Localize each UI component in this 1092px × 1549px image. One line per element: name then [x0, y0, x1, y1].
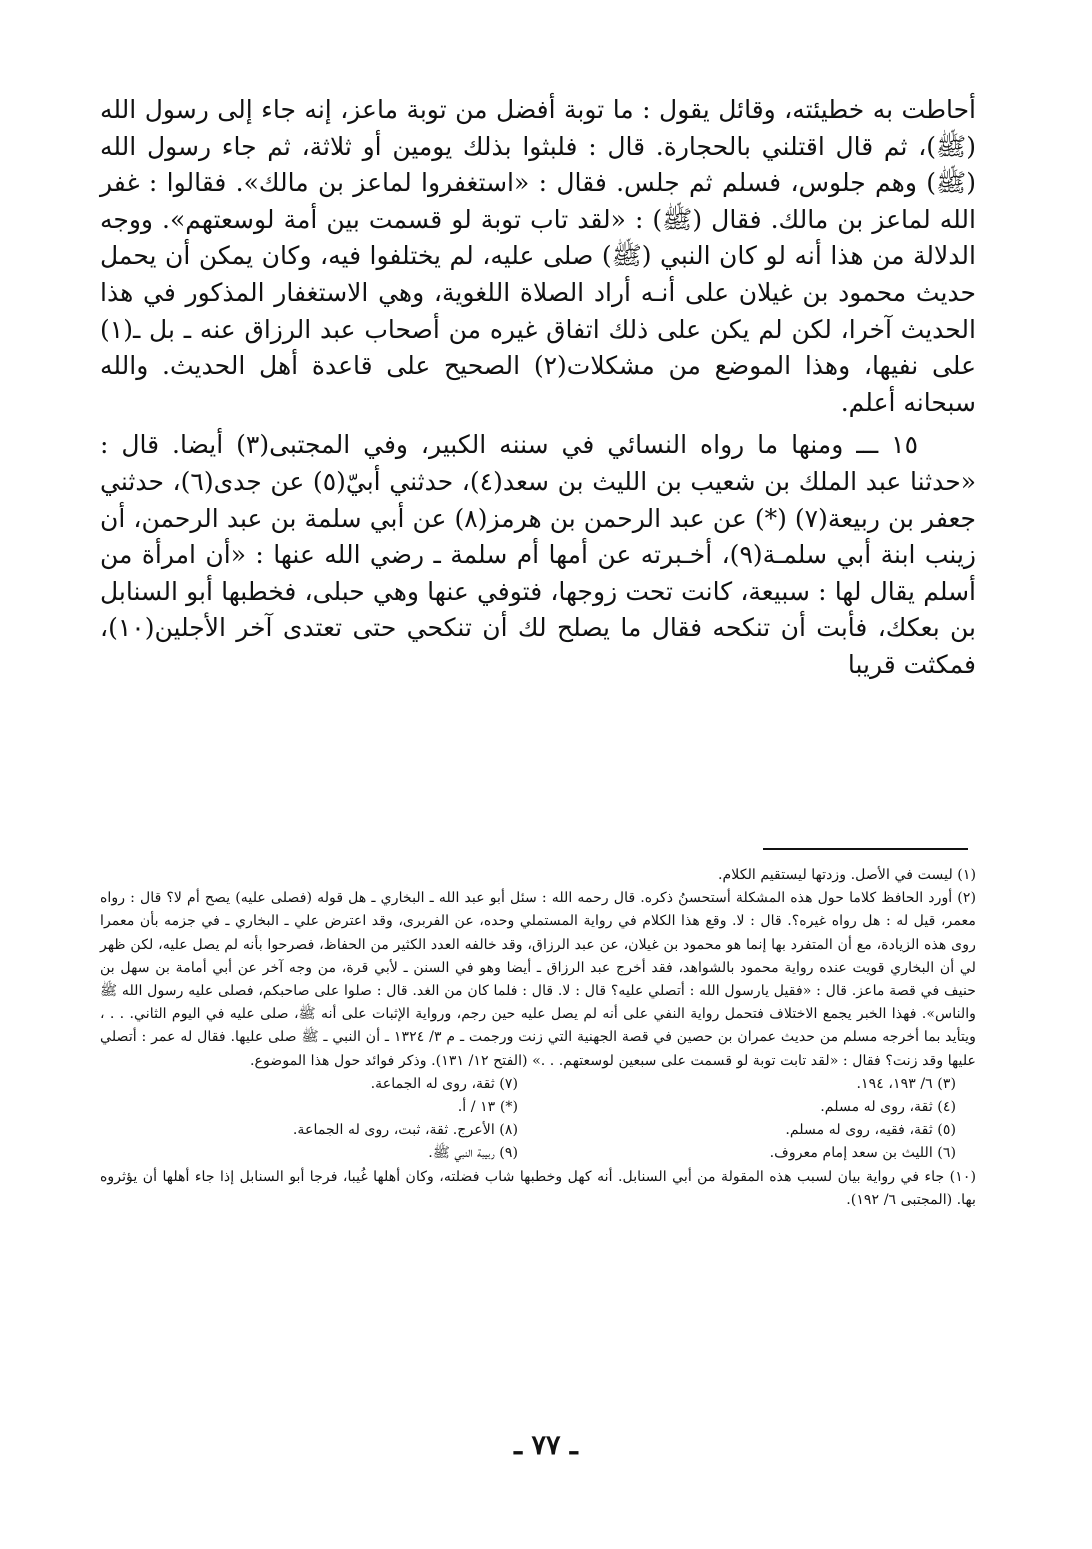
text-line: عبد الملك بن شعيب بن الليث بن سعد(٤)، حدثني أبيّ(٥) عن جدى(٦)، حدثني جعفر بن [100, 466, 976, 533]
footnote-line: (١٠) جاء في رواية بيان لسبب هذه المقولة من أبي السنابل. أنه كهل وخطبها شاب فضلته، وكان أهلها غُيبا، فرجا أبو السنابل [239, 1168, 976, 1185]
paragraph-continuation [100, 92, 976, 421]
text-line: حديث محمود بن غيلان على أنـه أراد الصلاة اللغوية، وهي الاستغفار المذكور في هذا [100, 277, 976, 307]
page-body [100, 92, 976, 684]
page-number: ـ ٧٧ ـ [514, 1430, 578, 1461]
paragraph-15 [100, 427, 976, 683]
footnote-grid [100, 1073, 956, 1166]
text-line: نفيها، وهذا الموضع من مشكلات(٢) الصحيح على قاعدة أهل الحديث. والله سبحانه [100, 351, 976, 417]
text-line: ربيعة(٧) (*) عن عبد الرحمن بن هرمز(٨) عن أبي سلمة بن عبد الرحمن، أن زينب ابنة أبي [100, 503, 977, 570]
text-line: (ﷺ) وهم جلوس، فسلم ثم جلس. فقال : «استغفروا لماعز بن مالك». فقالوا : غفر [100, 168, 976, 198]
footnote-line: الخبر يجمع الاختلاف فتحمل رواية النفي على أنه لم يصل عليه حين رجم، ورواية الإثبات على أنه ﷺ، صلى عليه في اليوم [171, 1006, 887, 1023]
footnote-line: الله : أتصلي عليه؟ قال : لا. قال : فلما كان من الغد. قال : صلوا على صاحبكم، فصلى عليه رسول الله ﷺ والناس». فهذا [100, 983, 976, 1023]
footnote-line: عبد الرزاق ـ أيضا وهو في السنن ـ لأبي قرة، من وجه آخر عن أبي أمامة بن سهل بن حنيف في قصة ماعز. قال : «فقيل يارسول [100, 959, 976, 1000]
footnote-line: الثاني. . . ، ويتأيد بما أخرجه مسلم من حديث عمران بن حصين في قصة الجهنية التي زنت ورجمت ـ م ٣/ ١٣٢٤ ـ أن النبي ـ ﷺ [100, 1006, 976, 1046]
text-line: سبيعة، كانت تحت زوجها، فتوفي عنها وهي حبلى، فخطبها أبو السنابل بن بعكك، فأبت [100, 576, 977, 643]
footnote-line: خالفه العدد الكثير من الحفاظ، فصرحوا بأنه لم يصل عليه، لكن ظهر لي أن البخاري قويت عنده رواية محمود بالشواهد، فقد أخرج [100, 936, 976, 976]
footnotes [100, 864, 976, 1212]
footnote-5: (٥) ثقة، فقيه، روى له مسلم. [785, 1122, 956, 1139]
footnote-1: (١) ليست في الأصل. وزدتها ليستقيم الكلام. [717, 867, 976, 883]
footnote-line: إذا جاء أهلها أن يؤثروه بها. (المجتبى ٦/ ١٩٢). [100, 1168, 976, 1208]
footnote-star: (*) ١٣ / أ. [457, 1099, 518, 1116]
footnote-line: عليه) يصح أم لا؟ قال : رواه معمر، قيل له : هل رواه غيره؟. قال : لا. وقع هذا الكلام في رواية المستملي وحده، عن الفربرى، [100, 890, 976, 930]
footnote-line: وقد اعترض علي ـ البخاري ـ في جزمه بأن معمرا روى هذه الزيادة، مع أن المتفرد بها إنما هو محمود بن غيلان، عن عبد الرزاق، وقد [100, 913, 976, 953]
text-line: الحديث آخرا، لكن لم يكن على ذلك اتفاق غيره من أصحاب عبد الرزاق عنه ـ بل ـ(١) على [100, 314, 976, 381]
footnote-line: ١٢/ ١٣١). وذكر فوائد حول هذا الموضوع. [249, 1052, 489, 1069]
footnote-3: (٣) ٦/ ١٩٣، ١٩٤. [856, 1075, 956, 1092]
footnote-6: (٦) الليث بن سعد إمام معروف. [769, 1145, 956, 1162]
footnote-7: (٧) ثقة، روى له الجماعة. [370, 1075, 518, 1092]
text-line: سلمـة(٩)، أخـبرته عن أمها أم سلمة ـ رضي الله عنها : «أن امرأة من أسلم يقال لها : [100, 540, 976, 606]
text-line: أعلم. [840, 387, 896, 417]
main-text [100, 92, 976, 684]
footnote-10 [100, 1166, 976, 1212]
footnote-line: (٢) أورد الحافظ كلاما حول هذه المشكلة أستحسنُ ذكره. قال رحمه الله : سئل أبو عبد الله ـ البخاري ـ هل قوله (فصلى [270, 890, 976, 907]
footnote-separator [763, 848, 968, 850]
footnote-line: صلى عليها. فقال له عمر : أتصلي عليها وقد زنت؟ فقال : «لقد تابت توبة لو قسمت على سبعين لوسعتهم. . .» (الفتح [100, 1029, 976, 1069]
footnote-9: (٩) ربيبة النبي ﷺ. [428, 1145, 518, 1162]
text-line: الدلالة من هذا أنه لو كان النبي (ﷺ) صلى عليه، لم يختلفوا فيه، وكان يمكن أن يحمل [100, 241, 976, 271]
text-line: (ﷺ)، ثم قال اقتلني بالحجارة. قال : فلبثوا بذلك يومين أو ثلاثة، ثم جاء رسول الله [100, 131, 976, 161]
text-line: أن تنكحه فقال ما يصلح لك أن تنكحي حتى تعتدى آخر الأجلين(١٠)، فمكثت قريبا [100, 613, 976, 679]
text-line: الله لماعز بن مالك. فقال (ﷺ) : «لقد تاب توبة لو قسمت بين أمة لوسعتهم». ووجه [100, 204, 976, 234]
text-line: أحاطت به خطيئته، وقائل يقول : ما توبة أفضل من توبة ماعز، إنه جاء إلى رسول الله [100, 95, 976, 124]
text-line: ١٥ ـــ ومنها ما رواه النسائي في سننه الكبير، وفي المجتبى(٣) أيضا. قال : «حدثنا [100, 430, 976, 496]
footnote-4: (٤) ثقة، روى له مسلم. [820, 1099, 956, 1116]
footnote-8: (٨) الأعرج. ثقة، ثبت، روى له الجماعة. [292, 1122, 518, 1139]
footnote-2 [100, 887, 976, 1073]
